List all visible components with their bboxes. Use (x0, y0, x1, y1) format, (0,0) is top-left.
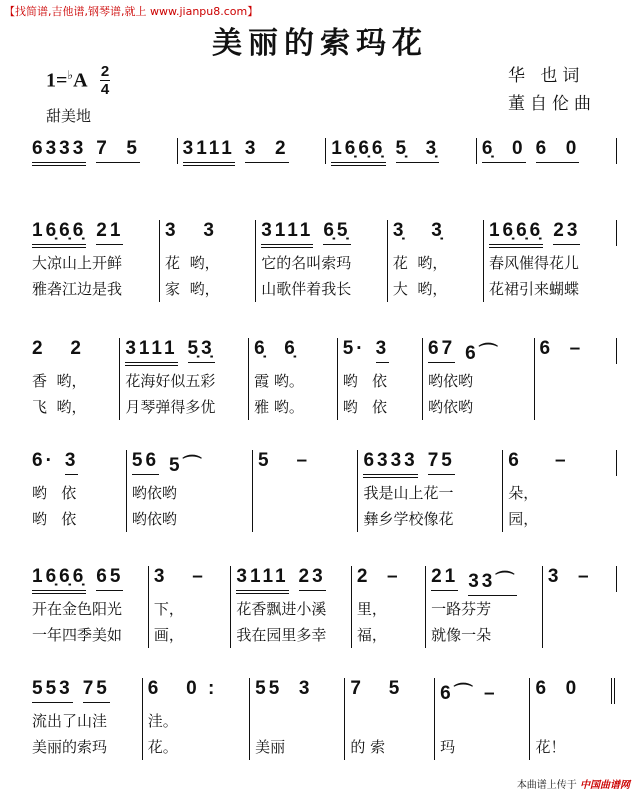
note-group: 6⌒ – (440, 683, 498, 704)
measure (32, 566, 148, 648)
lyric-verse-2: 花！ (535, 738, 566, 756)
lyric-verse-2: 大 哟， (392, 280, 448, 298)
lyric-verse-1: 春风催得花儿 (488, 254, 579, 272)
lyric-verse-2: 飞 哟， (32, 398, 87, 416)
lyric-verse-2 (540, 394, 617, 420)
lyric-verse-2: 山歌伴着我长 (261, 280, 352, 298)
key-prefix: 1= (46, 69, 68, 92)
measure-notes (428, 338, 534, 364)
lyric-verse-1 (440, 708, 529, 734)
note-group: 3 (65, 450, 79, 475)
lyricist: 华 也词 (508, 66, 585, 86)
lyric-verse-2: 花裙引来蝴蝶 (488, 280, 579, 298)
note-group: 3̣ 3̣ (392, 220, 445, 241)
staff-system (32, 220, 617, 302)
site-logo: 中国曲谱网 (580, 780, 630, 791)
measure-notes (32, 450, 126, 476)
measure (483, 220, 616, 302)
lyric-verse-1 (255, 708, 344, 734)
note-group: 33⌒ (468, 566, 517, 596)
measure-notes (261, 220, 387, 246)
measure (422, 338, 534, 420)
lyric-verse-1: 花 哟， (165, 254, 220, 272)
note-group: 3 2 (245, 138, 289, 163)
measure-notes (343, 338, 422, 364)
measure (351, 566, 425, 648)
lyric-verse-2: 哟依哟 (428, 398, 474, 416)
measure-notes (350, 678, 434, 704)
note-group: 3111 (261, 220, 313, 248)
lyric-verse-2: 哟依哟 (131, 510, 177, 528)
measure (325, 138, 476, 164)
note-group: 75 (83, 678, 110, 703)
measure-notes (32, 678, 142, 704)
note-group: 6⌒ (465, 343, 501, 364)
measure-notes (32, 138, 177, 164)
measure (249, 678, 344, 760)
barline (616, 220, 617, 246)
lyric-verse-1: 流出了山洼 (32, 712, 108, 730)
note-group: 75 (428, 450, 455, 475)
measure-notes (254, 338, 337, 364)
lyric-verse-2: 园， (508, 510, 539, 528)
lyric-verse-1: 哟依哟 (131, 484, 177, 502)
note-group: 21 (431, 566, 458, 591)
note-group: 6 0 (535, 678, 580, 699)
lyric-verse-2: 一年四季美如 (32, 626, 123, 644)
measure-notes (489, 220, 616, 246)
lyric-verse-2: 玛 (440, 738, 456, 756)
lyric-verse-2: 我在园里多幸 (236, 626, 327, 644)
time-signature (100, 64, 110, 97)
measure (434, 678, 529, 760)
lyric-verse-1 (548, 596, 616, 622)
note-group: 21 (96, 220, 123, 245)
note-group: 6̣ 6̣ (254, 338, 298, 359)
lyric-verse-2: 的 索 (350, 738, 386, 756)
lyric-verse-1: 香 哟， (32, 372, 87, 390)
note-group: 3 – (153, 566, 206, 587)
note-group: 2 – (356, 566, 401, 587)
measure-notes (183, 138, 326, 164)
key-note: A (73, 69, 88, 92)
measure (337, 338, 422, 420)
note-group: 3 – (547, 566, 592, 587)
measure-notes (363, 450, 502, 476)
measure (529, 678, 611, 760)
lyric-verse-1: 它的名叫索玛 (261, 254, 352, 272)
measure (32, 220, 159, 302)
measure-notes (440, 678, 529, 704)
credits (508, 62, 596, 118)
lyric-verse-1: 哟 依 (32, 484, 77, 502)
note-group: 3111 (236, 566, 288, 594)
lyric-verse-1 (350, 708, 434, 734)
barline (616, 450, 617, 476)
measure-notes (482, 138, 616, 164)
note-group: 6̣5̣ (323, 220, 350, 245)
measure-notes (540, 338, 617, 364)
note-group: 3 3 (165, 220, 218, 241)
note-group: 6 0 : (147, 678, 218, 699)
measure-notes (132, 450, 252, 476)
lyric-verse-2 (258, 506, 357, 532)
measure (32, 678, 142, 760)
note-group: 16̣6̣6̣ (331, 138, 385, 166)
composer: 董自伦曲 (508, 94, 596, 114)
note-group: 6333 (363, 450, 417, 478)
measure (230, 566, 351, 648)
note-group: 5⌒ (169, 455, 205, 476)
lyric-verse-1 (540, 368, 617, 394)
barline (616, 338, 617, 364)
measure-notes (125, 338, 248, 364)
lyric-verse-1: 花 哟， (392, 254, 448, 272)
lyric-verse-2: 月琴弹得多优 (125, 398, 216, 416)
lyric-verse-1: 开在金色阳光 (32, 600, 123, 618)
measure-notes (255, 678, 344, 704)
measure-notes (393, 220, 483, 246)
lyric-verse-2: 福， (356, 626, 387, 644)
measure-notes (331, 138, 476, 164)
measure (534, 338, 617, 420)
lyric-verse-2 (548, 622, 616, 648)
measure-notes (148, 678, 249, 704)
lyric-verse-1: 下， (153, 600, 184, 618)
measure (148, 566, 230, 648)
barline (616, 566, 617, 592)
note-group: 3111 (125, 338, 177, 366)
measure (387, 220, 483, 302)
measure (32, 338, 119, 420)
lyric-verse-1 (535, 708, 611, 734)
footer (517, 776, 630, 791)
note-group: 16̣6̣6̣ (489, 220, 543, 248)
lyric-verse-1: 我是山上花一 (363, 484, 454, 502)
note-group: 6 0 (536, 138, 580, 163)
note-group: 23 (553, 220, 580, 245)
lyric-verse-1: 一路芬芳 (431, 600, 492, 618)
note-group: 23 (299, 566, 326, 591)
measure (177, 138, 326, 164)
lyric-verse-2: 花。 (147, 738, 178, 756)
measure (159, 220, 255, 302)
note-group: 3111 (183, 138, 235, 166)
lyric-verse-2: 画， (153, 626, 184, 644)
measure (252, 450, 357, 532)
measure (502, 450, 616, 532)
staff-system (32, 678, 617, 760)
note-group: 16̣6̣6̣ (32, 566, 86, 594)
lyric-verse-2: 彝乡学校像花 (363, 510, 454, 528)
measure-notes (32, 338, 119, 364)
measure-notes (32, 220, 159, 246)
note-group: 5̣3̣ (188, 338, 215, 363)
measure-notes (431, 566, 542, 592)
lyric-verse-1: 哟依哟 (428, 372, 474, 390)
time-top: 2 (100, 63, 110, 80)
note-group: 67 (428, 338, 455, 363)
lyric-verse-2: 雅 哟。 (254, 398, 304, 416)
note-group: 5· (342, 338, 366, 359)
note-group: 16̣6̣6̣ (32, 220, 86, 248)
measure (32, 450, 126, 532)
staff-system (32, 566, 617, 648)
measure (119, 338, 248, 420)
final-barline (611, 678, 617, 704)
lyric-verse-1 (258, 480, 357, 506)
measure-notes (236, 566, 351, 592)
note-group: 6̣ 0 (482, 138, 526, 163)
measure (248, 338, 337, 420)
measure-notes (165, 220, 255, 246)
note-group: 2 2 (32, 338, 84, 359)
lyric-verse-2: 美丽 (255, 738, 286, 756)
song-title: 美丽的索玛花 (212, 26, 428, 61)
site-banner: 【找简谱,吉他谱,钢琴谱,就上 www.jianpu8.com】 (4, 5, 259, 18)
measure (126, 450, 252, 532)
measure-notes (508, 450, 616, 476)
lyric-verse-1: 哟 依 (342, 372, 388, 390)
note-group: 3 (376, 338, 390, 363)
measure (344, 678, 434, 760)
measure-notes (32, 566, 148, 592)
lyric-verse-1: 里， (356, 600, 387, 618)
staff-system (32, 338, 617, 420)
measure-notes (357, 566, 425, 592)
measure (425, 566, 542, 648)
lyric-verse-2: 雅砻江边是我 (32, 280, 123, 298)
measure-notes (258, 450, 357, 476)
lyric-verse-2: 美丽的索玛 (32, 738, 108, 756)
barline (616, 138, 617, 164)
measure (542, 566, 616, 648)
tempo-marking: 甜美地 (46, 107, 92, 125)
note-group: 5̣ 3̣ (396, 138, 440, 163)
lyric-verse-1: 花海好似五彩 (125, 372, 216, 390)
lyric-verse-1: 霞 哟。 (254, 372, 304, 390)
measure (476, 138, 616, 164)
note-group: 7 5 (350, 678, 403, 699)
note-group: 553 (32, 678, 73, 703)
flat-sign: ♭ (67, 68, 74, 82)
footer-text: 本曲谱上传于 (516, 780, 577, 791)
lyric-verse-1: 朵， (508, 484, 539, 502)
measure (142, 678, 249, 760)
note-group: 6333 (32, 138, 86, 166)
key-signature (46, 68, 88, 93)
note-group: 5 – (258, 450, 311, 471)
measure (255, 220, 387, 302)
measure (32, 138, 177, 164)
lyric-verse-2: 家 哟， (165, 280, 220, 298)
note-group: 56 (132, 450, 159, 475)
note-group: 6· (32, 450, 55, 471)
lyric-verse-2: 就像一朵 (431, 626, 492, 644)
measure-notes (535, 678, 611, 704)
note-group: 65 (96, 566, 123, 591)
lyric-verse-2: 哟 依 (32, 510, 77, 528)
measure-notes (154, 566, 230, 592)
note-group: 6 – (508, 450, 569, 471)
note-group: 6 – (539, 338, 584, 359)
note-group: 7 5 (96, 138, 140, 163)
measure-notes (548, 566, 616, 592)
lyric-verse-1: 洼。 (147, 712, 178, 730)
lyric-verse-1: 花香飘进小溪 (236, 600, 327, 618)
staff-system (32, 450, 617, 532)
staff-system (32, 138, 617, 164)
lyric-verse-1: 大凉山上开鲜 (32, 254, 123, 272)
measure (357, 450, 502, 532)
note-group: 55 3 (255, 678, 313, 699)
time-bottom: 4 (100, 81, 110, 98)
lyric-verse-2: 哟 依 (342, 398, 388, 416)
